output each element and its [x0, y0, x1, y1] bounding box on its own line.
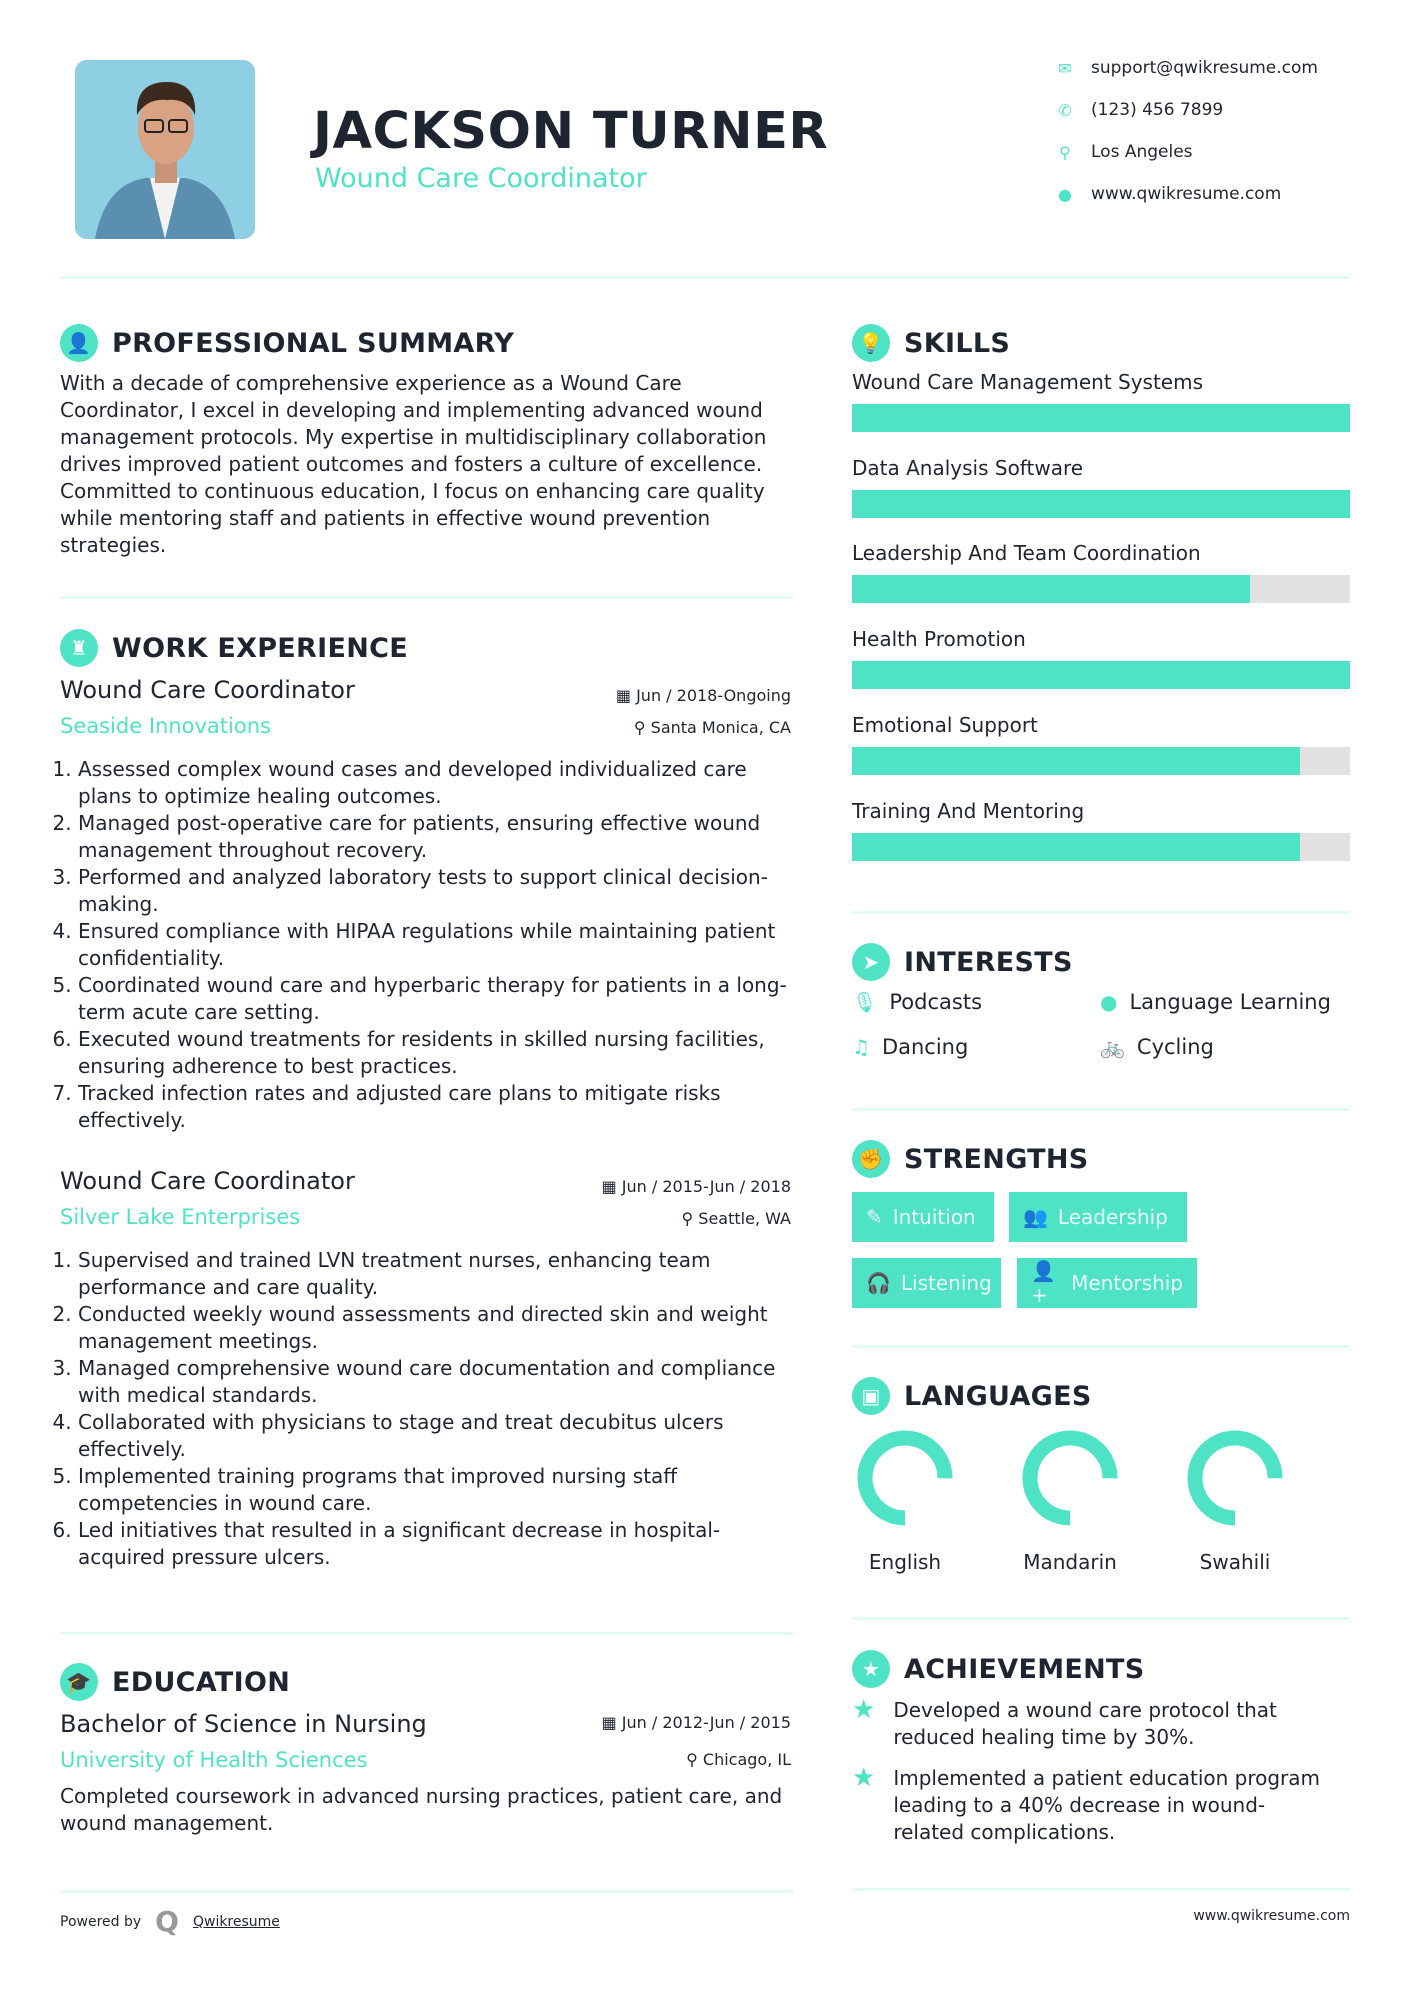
- list-item: 7. Tracked infection rates and adjusted care plans to mitigate risks effectively.: [78, 1080, 795, 1134]
- skill-bar: [852, 661, 1350, 689]
- language-item: [1165, 1428, 1305, 1574]
- contact-phone[interactable]: [1055, 100, 1223, 120]
- skill-name: Health Promotion: [852, 627, 1026, 652]
- fist-icon: ✊: [852, 1140, 890, 1178]
- graduate-icon: 🎓: [60, 1663, 98, 1701]
- language-name: Mandarin: [1023, 1550, 1117, 1574]
- interest-label: Cycling: [1136, 1035, 1214, 1059]
- footer-url[interactable]: www.qwikresume.com: [1193, 1908, 1350, 1924]
- school-name[interactable]: University of Health Sciences: [60, 1748, 368, 1772]
- list-item: 2. Managed post-operative care for patients, ensuring effective wound management throughout recovery.: [78, 810, 795, 864]
- section-heading-experience: [60, 629, 408, 667]
- interest-item: [852, 990, 982, 1014]
- interest-label: Language Learning: [1129, 990, 1331, 1014]
- job-duties-list: [60, 1247, 795, 1571]
- skill-bar-fill: [852, 747, 1300, 775]
- heading-text: ACHIEVEMENTS: [904, 1653, 1145, 1685]
- skill-bar-fill: [852, 575, 1250, 603]
- language-name: Swahili: [1199, 1550, 1271, 1574]
- language-card-icon: ▣: [852, 1377, 890, 1415]
- job-title: Wound Care Coordinator: [60, 676, 355, 704]
- language-level-ring: [1000, 1428, 1140, 1528]
- skill-name: Training And Mentoring: [852, 798, 1085, 823]
- heading-text: WORK EXPERIENCE: [112, 632, 408, 664]
- map-pin-icon: ⚲: [1059, 142, 1071, 162]
- contact-text: www.qwikresume.com: [1091, 184, 1282, 204]
- location-text: Santa Monica, CA: [650, 718, 791, 737]
- interest-label: Dancing: [881, 1035, 969, 1059]
- section-heading-education: [60, 1663, 290, 1701]
- section-heading-summary: [60, 324, 514, 362]
- language-item: [1000, 1428, 1140, 1574]
- skill-bar: [852, 747, 1350, 775]
- candidate-name: JACKSON TURNER: [313, 102, 829, 161]
- job-location: [634, 718, 791, 737]
- divider: [60, 276, 1350, 279]
- degree-title: Bachelor of Science in Nursing: [60, 1710, 427, 1738]
- candidate-title: Wound Care Coordinator: [315, 163, 647, 194]
- list-item: 6. Led initiatives that resulted in a significant decrease in hospital-acquired pressure ulcers.: [78, 1517, 795, 1571]
- user-plus-icon: 👤+: [1031, 1259, 1056, 1307]
- job-duties-list: [60, 756, 795, 1134]
- calendar-icon: ▦: [615, 686, 637, 705]
- language-level-ring: [835, 1428, 975, 1528]
- list-item: 2. Conducted weekly wound assessments and directed skin and weight management meetings.: [78, 1301, 795, 1355]
- skill-item: [852, 456, 1350, 518]
- contact-website[interactable]: [1055, 184, 1281, 204]
- job-date: [616, 686, 791, 705]
- job-title: Wound Care Coordinator: [60, 1167, 355, 1195]
- globe-icon: ●: [1058, 184, 1072, 204]
- job-date: [602, 1177, 791, 1196]
- summary-text: With a decade of comprehensive experience as a Wound Care Coordinator, I excel in developing and implementing advanced wound management protocols. My expertise in multidisciplinary collaboration drives improved patient outcomes and fosters a culture of excellence. Committed to continuous education, I focus on enhancing care quality while mentoring staff and patients in effective wound prevention strategies.: [60, 371, 767, 557]
- section-heading-interests: [852, 943, 1073, 981]
- contact-text: Los Angeles: [1091, 142, 1193, 162]
- headphones-icon: 🎧: [866, 1271, 891, 1295]
- calendar-icon: ▦: [601, 1177, 622, 1196]
- list-item: 4. Collaborated with physicians to stage and treat decubitus ulcers effectively.: [78, 1409, 795, 1463]
- skill-item: [852, 370, 1350, 432]
- skill-item: [852, 627, 1350, 689]
- interest-item: [1100, 990, 1331, 1014]
- star-icon: ★: [852, 1695, 876, 1725]
- date-text: Jun / 2015-Jun / 2018: [621, 1177, 791, 1196]
- achievement-text: Developed a wound care protocol that reduced healing time by 30%.: [893, 1698, 1277, 1749]
- skill-bar: [852, 833, 1350, 861]
- divider: [852, 1108, 1350, 1111]
- heading-text: INTERESTS: [904, 946, 1073, 978]
- heading-text: PROFESSIONAL SUMMARY: [112, 327, 515, 359]
- user-icon: 👤: [60, 324, 98, 362]
- skill-name: Leadership And Team Coordination: [852, 541, 1201, 566]
- contact-text: (123) 456 7899: [1091, 100, 1224, 120]
- skill-bar: [852, 575, 1350, 603]
- tag-label: Intuition: [892, 1205, 976, 1229]
- divider: [60, 1890, 793, 1893]
- education-location: [686, 1750, 791, 1769]
- tag-label: Leadership: [1057, 1205, 1168, 1229]
- divider: [60, 596, 793, 599]
- calendar-icon: ▦: [601, 1713, 622, 1732]
- divider: [852, 1345, 1350, 1348]
- users-icon: 👥: [1023, 1205, 1048, 1229]
- strength-tag: [852, 1258, 1001, 1308]
- powered-by-text: Powered by: [60, 1913, 142, 1930]
- contact-location: [1055, 142, 1193, 162]
- language-item: [835, 1428, 975, 1574]
- company-name[interactable]: Silver Lake Enterprises: [60, 1205, 301, 1229]
- achievement-item: [852, 1697, 1322, 1751]
- heading-text: EDUCATION: [112, 1666, 291, 1698]
- divider: [60, 1632, 793, 1635]
- strength-tag: [852, 1192, 994, 1242]
- star-badge-icon: ★: [852, 1650, 890, 1688]
- education-date: [602, 1713, 791, 1732]
- heading-text: LANGUAGES: [904, 1380, 1092, 1412]
- chair-icon: ♜: [60, 629, 98, 667]
- paper-plane-icon: ➤: [852, 943, 890, 981]
- list-item: 3. Managed comprehensive wound care documentation and compliance with medical standards.: [78, 1355, 795, 1409]
- pin-icon: ⚲: [633, 718, 651, 737]
- list-item: 1. Assessed complex wound cases and developed individualized care plans to optimize healing outcomes.: [78, 756, 795, 810]
- skill-item: [852, 799, 1350, 861]
- language-level-ring: [1165, 1428, 1305, 1528]
- section-heading-languages: [852, 1377, 1092, 1415]
- phone-icon: ✆: [1058, 100, 1072, 120]
- skill-bar: [852, 404, 1350, 432]
- pin-icon: ⚲: [681, 1209, 699, 1228]
- section-heading-strengths: [852, 1140, 1089, 1178]
- location-text: Seattle, WA: [698, 1209, 791, 1228]
- strength-tag: [1017, 1258, 1197, 1308]
- divider: [852, 911, 1350, 914]
- list-item: 5. Coordinated wound care and hyperbaric therapy for patients in a long-term acute care setting.: [78, 972, 795, 1026]
- location-text: Chicago, IL: [702, 1750, 791, 1769]
- section-heading-skills: [852, 324, 1010, 362]
- contact-email[interactable]: [1055, 58, 1318, 78]
- skill-item: [852, 713, 1350, 775]
- divider: [852, 1888, 1350, 1891]
- lightbulb-icon: 💡: [852, 324, 890, 362]
- list-item: 4. Ensured compliance with HIPAA regulations while maintaining patient confidentiality.: [78, 918, 795, 972]
- skill-name: Wound Care Management Systems: [852, 370, 1204, 394]
- envelope-icon: ✉: [1058, 58, 1072, 78]
- job-location: [681, 1209, 791, 1228]
- heading-text: SKILLS: [904, 327, 1011, 359]
- list-item: 5. Implemented training programs that improved nursing staff competencies in wound care.: [78, 1463, 795, 1517]
- date-text: Jun / 2012-Jun / 2015: [621, 1713, 791, 1732]
- brand-link[interactable]: Qwikresume: [192, 1913, 280, 1930]
- footer-powered: [60, 1905, 280, 1938]
- skill-name: Emotional Support: [852, 712, 1038, 737]
- education-description: Completed coursework in advanced nursing practices, patient care, and wound management.: [60, 1784, 783, 1835]
- bicycle-icon: 🚲: [1100, 1035, 1125, 1059]
- skill-item: [852, 541, 1350, 603]
- contact-text: support@qwikresume.com: [1091, 58, 1318, 78]
- skill-bar-fill: [852, 833, 1300, 861]
- strength-tag: [1009, 1192, 1187, 1242]
- skill-bar-fill: [852, 661, 1350, 689]
- microphone-icon: 🎙: [852, 990, 878, 1014]
- heading-text: STRENGTHS: [904, 1143, 1089, 1175]
- interest-item: [852, 1035, 968, 1059]
- interest-label: Podcasts: [889, 990, 983, 1014]
- language-name: English: [868, 1550, 942, 1574]
- tag-label: Mentorship: [1071, 1271, 1183, 1295]
- music-icon: ♫: [852, 1035, 870, 1059]
- company-name[interactable]: Seaside Innovations: [60, 714, 271, 738]
- achievement-item: [852, 1765, 1322, 1846]
- skill-bar-fill: [852, 404, 1350, 432]
- tag-label: Listening: [900, 1271, 992, 1295]
- skill-name: Data Analysis Software: [852, 455, 1084, 480]
- skill-bar: [852, 490, 1350, 518]
- achievement-text: Implemented a patient education program leading to a 40% decrease in wound-related complications.: [893, 1766, 1321, 1844]
- profile-photo: [75, 60, 255, 239]
- magic-wand-icon: ✎: [866, 1205, 883, 1229]
- divider: [852, 1617, 1350, 1620]
- globe-icon: ●: [1100, 990, 1118, 1014]
- star-icon: ★: [852, 1763, 876, 1793]
- list-item: 6. Executed wound treatments for residents in skilled nursing facilities, ensuring adherence to best practices.: [78, 1026, 795, 1080]
- pin-icon: ⚲: [686, 1750, 703, 1769]
- section-heading-achievements: [852, 1650, 1145, 1688]
- list-item: 3. Performed and analyzed laboratory tests to support clinical decision-making.: [78, 864, 795, 918]
- list-item: 1. Supervised and trained LVN treatment nurses, enhancing team performance and care quality.: [78, 1247, 795, 1301]
- qwikresume-logo-icon: Q: [155, 1905, 179, 1938]
- interest-item: [1100, 1035, 1214, 1059]
- date-text: Jun / 2018-Ongoing: [636, 686, 791, 705]
- skill-bar-fill: [852, 490, 1350, 518]
